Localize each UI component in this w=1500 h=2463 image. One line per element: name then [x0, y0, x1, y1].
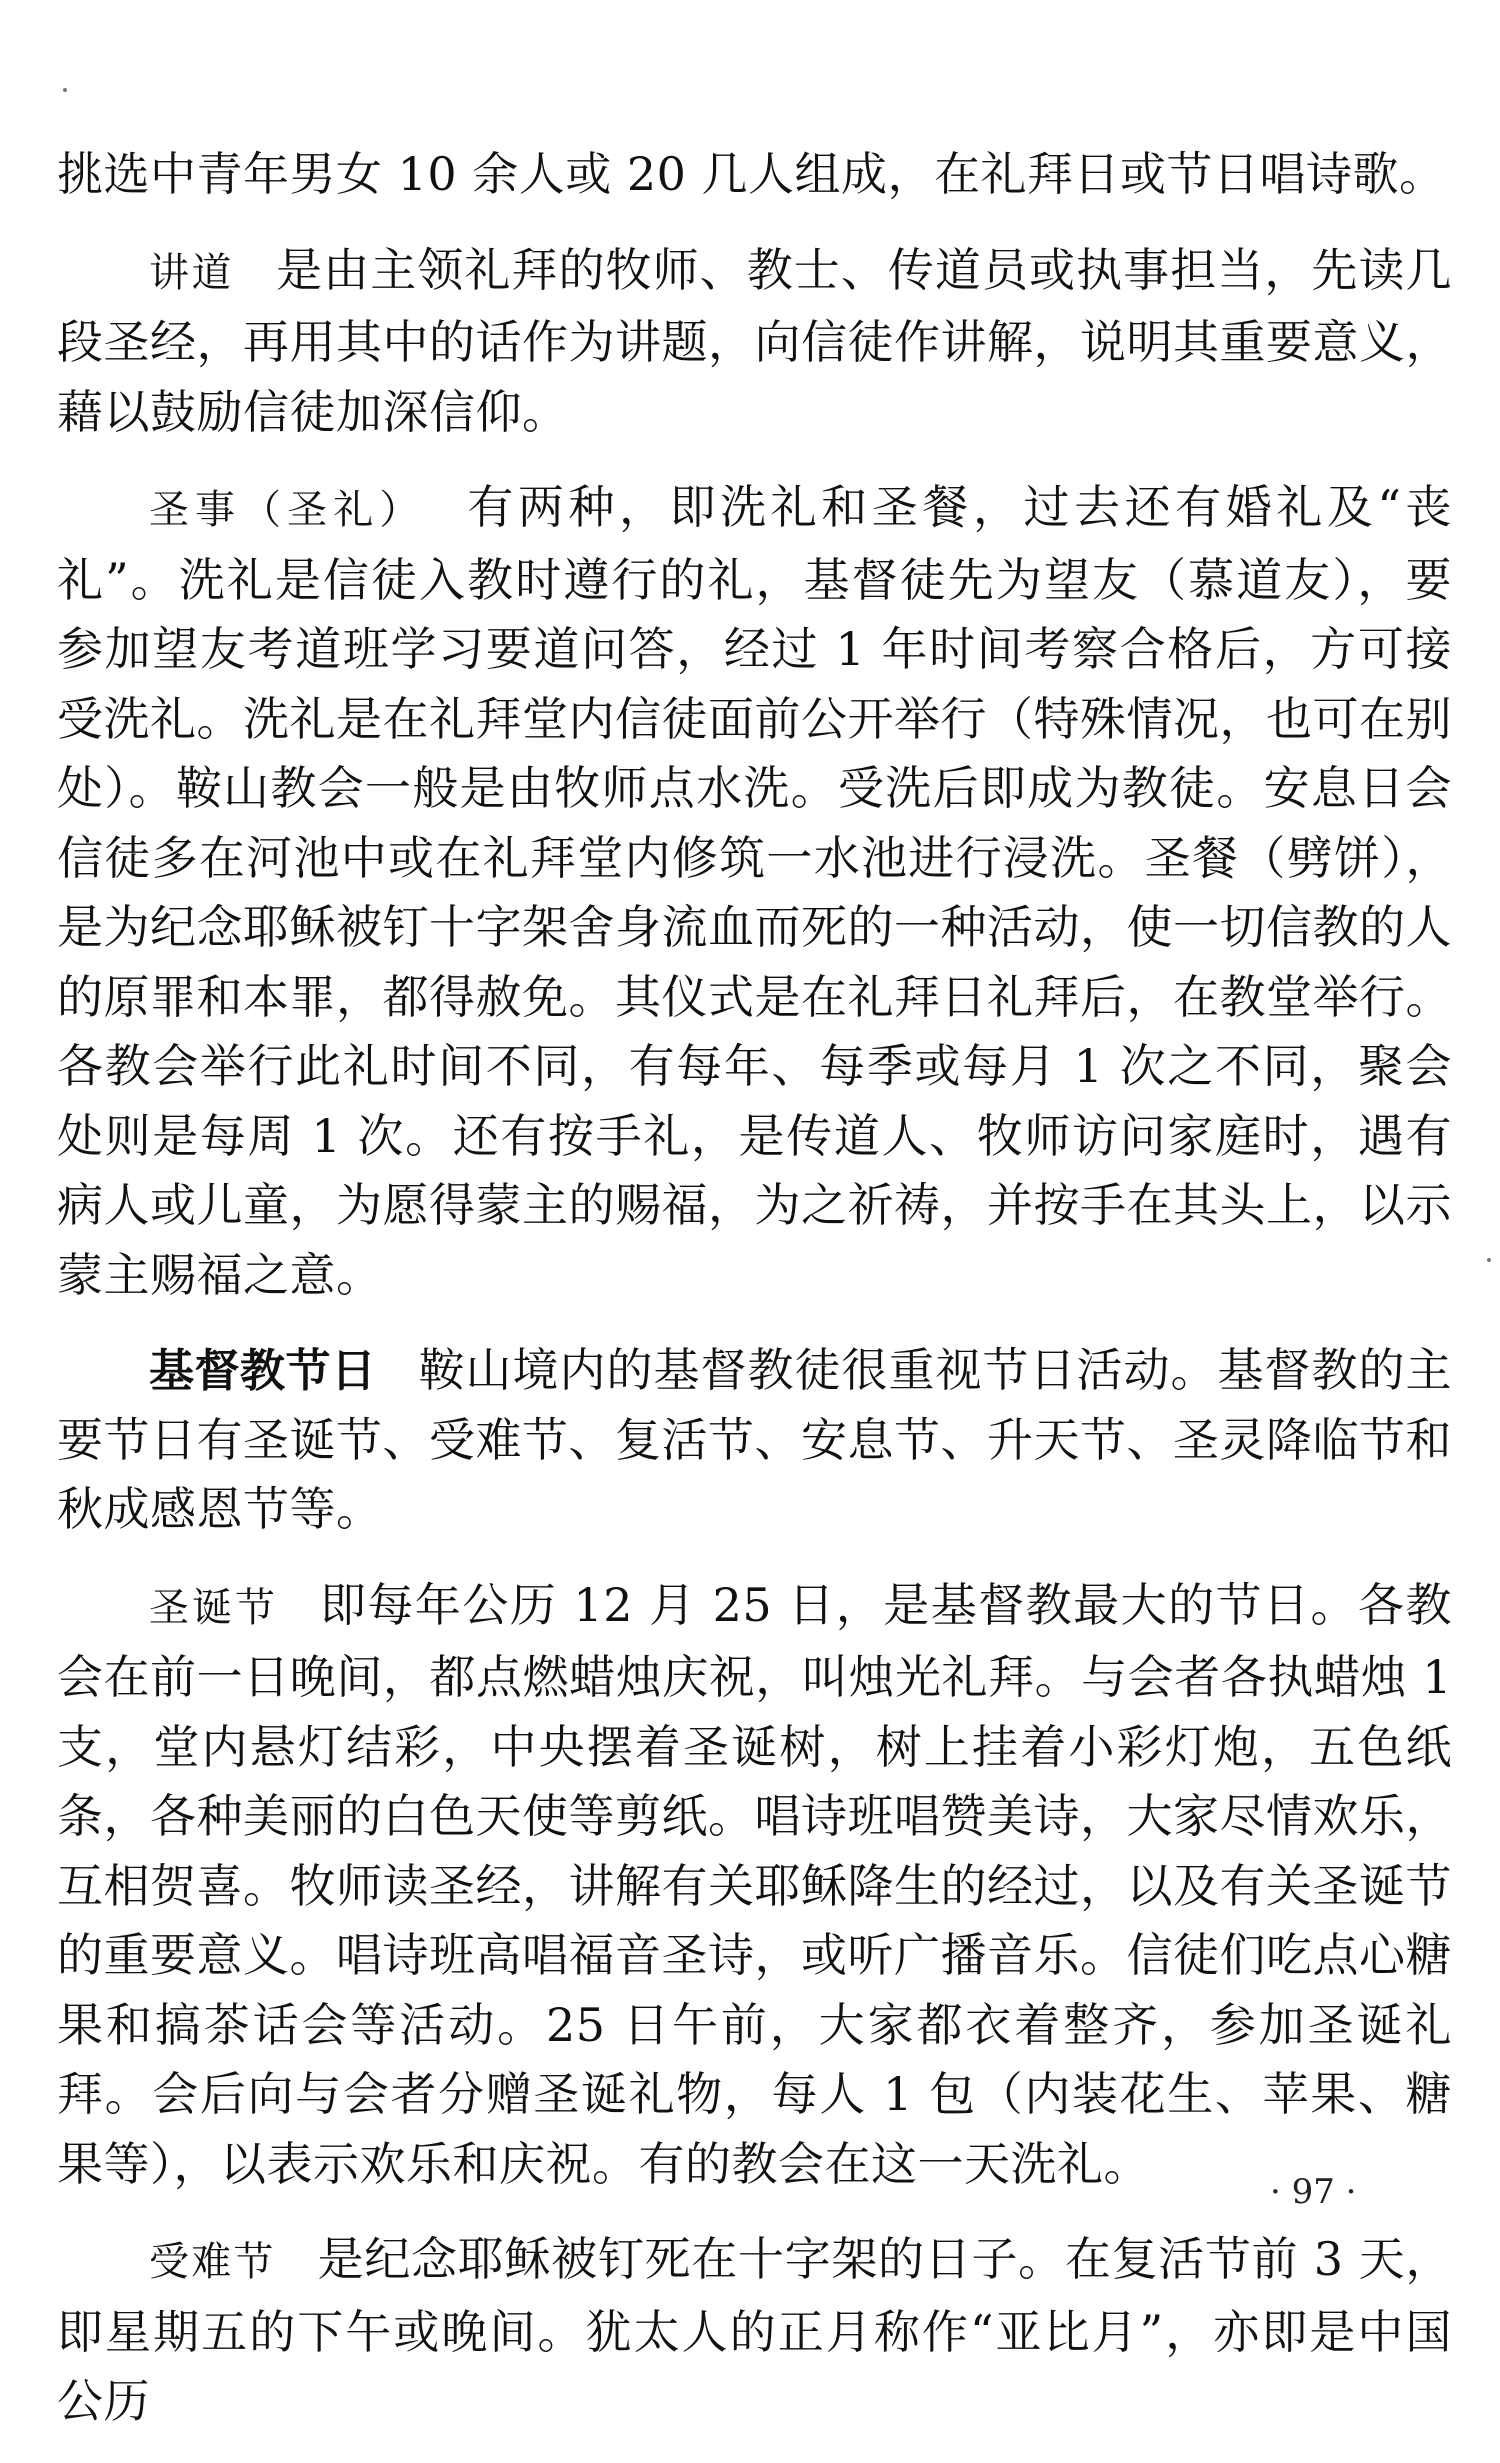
section-heading-preaching: 讲道 — [149, 249, 235, 296]
section-heading-sacraments: 圣事（圣礼） — [149, 487, 426, 533]
paragraph-text: 是纪念耶稣被钉死在十字架的日子。在复活节前 3 天，即星期五的下午或晚间。犹太人的正月称作“亚比月”，亦即是中国公历 — [57, 2232, 1452, 2428]
paragraph-text: 挑选中青年男女 10 余人或 20 几人组成，在礼拜日或节日唱诗歌。 — [57, 147, 1446, 201]
scan-speck — [63, 88, 67, 92]
section-heading-good-friday: 受难节 — [149, 2239, 276, 2285]
paragraph-text: 有两种，即洗礼和圣餐，过去还有婚礼及“丧礼”。洗礼是信徒入教时遵行的礼，基督徒先为望友（慕道友），要参加望友考道班学习要道问答，经过 1 年时间考察合格后，方可接受洗礼。洗礼是在礼拜堂内信徒面前公开举行（特殊情况，也可在别处）。鞍山教会一般是由牧师点水洗。受洗后即成为教徒。安息日会信徒多在河池中或在礼拜堂内修筑一水池进行浸洗。圣餐（劈饼），是为纪念耶稣被钉十字架舍身流血而死的一种活动，使一切信教的人的原罪和本罪，都得赦免。其仪式是在礼拜日礼拜后，在教堂举行。各教会举行此礼时间不同，有每年、每季或每月 1 次之不同，聚会处则是每周 1 次。还有按手礼，是传道人、牧师访问家庭时，遇有病人或儿童，为愿得蒙主的赐福，为之祈祷，并按手在其头上，以示蒙主赐福之意。 — [57, 480, 1452, 1302]
paragraph-preaching — [57, 236, 1452, 448]
paragraph-text: 即每年公历 12 月 25 日，是基督教最大的节日。各教会在前一日晚间，都点燃蜡烛庆祝，叫烛光礼拜。与会者各执蜡烛 1 支，堂内悬灯结彩，中央摆着圣诞树，树上挂着小彩灯炮，五色纸条，各种美丽的白色天使等剪纸。唱诗班唱赞美诗，大家尽情欢乐，互相贺喜。牧师读圣经，讲解有关耶稣降生的经过，以及有关圣诞节的重要意义。唱诗班高唱福音圣诗，或听广播音乐。信徒们吃点心糖果和搞茶话会等活动。25 日午前，大家都衣着整齐，参加圣诞礼拜。会后向与会者分赠圣诞礼物，每人 1 包（内装花生、苹果、糖果等），以表示欢乐和庆祝。有的教会在这一天洗礼。 — [57, 1577, 1452, 2191]
section-heading-christmas: 圣诞节 — [149, 1584, 278, 1631]
paragraph-text: 鞍山境内的基督教徒很重视节日活动。基督教的主要节日有圣诞节、受难节、复活节、安息节、升天节、圣灵降临节和秋成感恩节等。 — [57, 1343, 1452, 1536]
paragraph-text: 是由主领礼拜的牧师、教士、传道员或执事担当，先读几段圣经，再用其中的话作为讲题，向信徒作讲解，说明其重要意义，藉以鼓励信徒加深信仰。 — [57, 242, 1453, 439]
page-body — [57, 140, 1452, 2463]
page-number: · 97 · — [1270, 2172, 1357, 2212]
scan-speck — [1487, 1258, 1491, 1262]
paragraph-continuation — [57, 140, 1452, 210]
section-heading-christian-festivals: 基督教节日 — [149, 1344, 377, 1397]
paragraph-good-friday — [57, 2225, 1452, 2437]
paragraph-sacraments — [57, 473, 1452, 1310]
paragraph-christian-festivals — [57, 1336, 1452, 1545]
paragraph-christmas — [57, 1571, 1452, 2200]
